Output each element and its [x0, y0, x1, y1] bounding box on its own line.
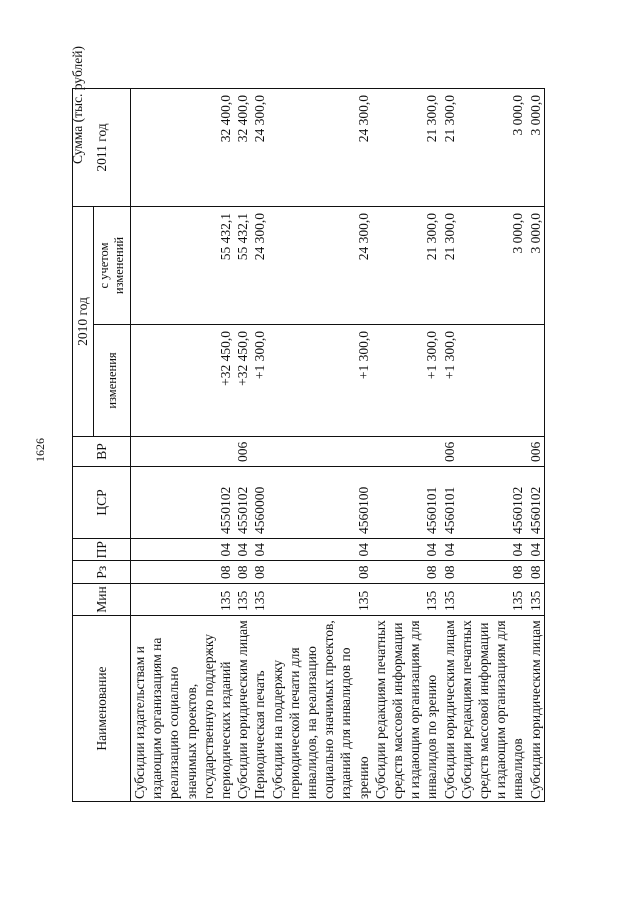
- cell-vr: 006: [441, 437, 458, 467]
- cell-2011: 3 000,0: [527, 89, 545, 207]
- cell-pr: 04: [234, 539, 251, 562]
- cell-with-changes: 21 300,0: [441, 207, 458, 325]
- cell-csr: 4560101: [372, 467, 441, 539]
- cell-changes: [527, 325, 545, 437]
- cell-pr: 04: [458, 539, 527, 562]
- header-name: Наименование: [73, 616, 131, 802]
- cell-pr: 04: [269, 539, 372, 562]
- cell-min: 135: [372, 584, 441, 616]
- header-2010: 2010 год: [73, 207, 94, 437]
- cell-with-changes: 55 432,1: [131, 207, 235, 325]
- cell-min: 135: [234, 584, 251, 616]
- cell-csr: 4560000: [251, 467, 268, 539]
- cell-2011: 32 400,0: [131, 89, 235, 207]
- cell-changes: [458, 325, 527, 437]
- cell-with-changes: 24 300,0: [251, 207, 268, 325]
- cell-with-changes: 24 300,0: [269, 207, 372, 325]
- cell-changes: +32 450,0: [131, 325, 235, 437]
- cell-vr: [131, 437, 235, 467]
- cell-csr: 4560102: [458, 467, 527, 539]
- cell-changes: +32 450,0: [234, 325, 251, 437]
- cell-vr: [458, 437, 527, 467]
- cell-csr: 4560100: [269, 467, 372, 539]
- table-row: [234, 89, 251, 802]
- cell-vr: [372, 437, 441, 467]
- cell-min: 135: [441, 584, 458, 616]
- cell-with-changes: 55 432,1: [234, 207, 251, 325]
- header-with-changes: [94, 207, 131, 325]
- cell-vr: [269, 437, 372, 467]
- cell-vr: [251, 437, 268, 467]
- table-row: [372, 89, 441, 802]
- header-2011: 2011 год: [73, 89, 131, 207]
- cell-2011: 32 400,0: [234, 89, 251, 207]
- cell-2011: 3 000,0: [458, 89, 527, 207]
- cell-vr: 006: [234, 437, 251, 467]
- cell-min: 135: [458, 584, 527, 616]
- cell-rz: 08: [234, 561, 251, 584]
- header-vr: ВР: [73, 437, 131, 467]
- header-with-changes-line1: с учетом: [97, 242, 111, 289]
- header-min: Мин: [73, 584, 131, 616]
- cell-rz: 08: [441, 561, 458, 584]
- header-csr: ЦСР: [73, 467, 131, 539]
- cell-pr: 04: [251, 539, 268, 562]
- cell-pr: 04: [527, 539, 545, 562]
- page-number: 1626: [33, 438, 47, 462]
- cell-name: Субсидии редакциям печатных средств массовой информации и издающим организациям для инвалидов по зрению: [372, 616, 441, 802]
- table-row: [527, 89, 545, 802]
- cell-changes: +1 300,0: [441, 325, 458, 437]
- cell-rz: 08: [458, 561, 527, 584]
- header-rz: Рз: [73, 561, 131, 584]
- cell-csr: 4560102: [527, 467, 545, 539]
- cell-name: Субсидии юридическим лицам: [527, 616, 545, 802]
- cell-changes: +1 300,0: [269, 325, 372, 437]
- table-row: [269, 89, 372, 802]
- cell-name: Субсидии издательствам и издающим организациям на реализацию социально значимых проектов, государственную поддержку периодических изданий: [131, 616, 235, 802]
- table-row: [441, 89, 458, 802]
- budget-table: [72, 88, 545, 802]
- cell-pr: 04: [372, 539, 441, 562]
- cell-name: Субсидии на поддержку периодической печати для инвалидов, на реализацию социально значимых проектов, изданий для инвалидов по зрению: [269, 616, 372, 802]
- cell-rz: 08: [131, 561, 235, 584]
- cell-with-changes: 3 000,0: [458, 207, 527, 325]
- cell-rz: 08: [269, 561, 372, 584]
- cell-name: Субсидии редакциям печатных средств массовой информации и издающим организациям для инвалидов: [458, 616, 527, 802]
- cell-name: Субсидии юридическим лицам: [234, 616, 251, 802]
- table-row: [251, 89, 268, 802]
- header-pr: ПР: [73, 539, 131, 562]
- cell-vr: 006: [527, 437, 545, 467]
- cell-changes: +1 300,0: [251, 325, 268, 437]
- units-caption: Сумма (тыс. рублей): [70, 46, 85, 164]
- cell-name: Субсидии юридическим лицам: [441, 616, 458, 802]
- cell-2011: 24 300,0: [269, 89, 372, 207]
- cell-rz: 08: [372, 561, 441, 584]
- cell-csr: 4550102: [131, 467, 235, 539]
- cell-2011: 24 300,0: [251, 89, 268, 207]
- cell-pr: 04: [441, 539, 458, 562]
- table-row: [131, 89, 235, 802]
- cell-csr: 4560101: [441, 467, 458, 539]
- cell-pr: 04: [131, 539, 235, 562]
- cell-csr: 4550102: [234, 467, 251, 539]
- cell-2011: 21 300,0: [441, 89, 458, 207]
- cell-rz: 08: [251, 561, 268, 584]
- cell-changes: +1 300,0: [372, 325, 441, 437]
- header-changes: изменения: [94, 325, 131, 437]
- header-with-changes-line2: изменений: [112, 236, 126, 295]
- table-row: [458, 89, 527, 802]
- cell-2011: 21 300,0: [372, 89, 441, 207]
- cell-min: 135: [251, 584, 268, 616]
- cell-min: 135: [131, 584, 235, 616]
- cell-rz: 08: [527, 561, 545, 584]
- cell-min: 135: [269, 584, 372, 616]
- cell-with-changes: 21 300,0: [372, 207, 441, 325]
- cell-name: Периодическая печать: [251, 616, 268, 802]
- cell-with-changes: 3 000,0: [527, 207, 545, 325]
- cell-min: 135: [527, 584, 545, 616]
